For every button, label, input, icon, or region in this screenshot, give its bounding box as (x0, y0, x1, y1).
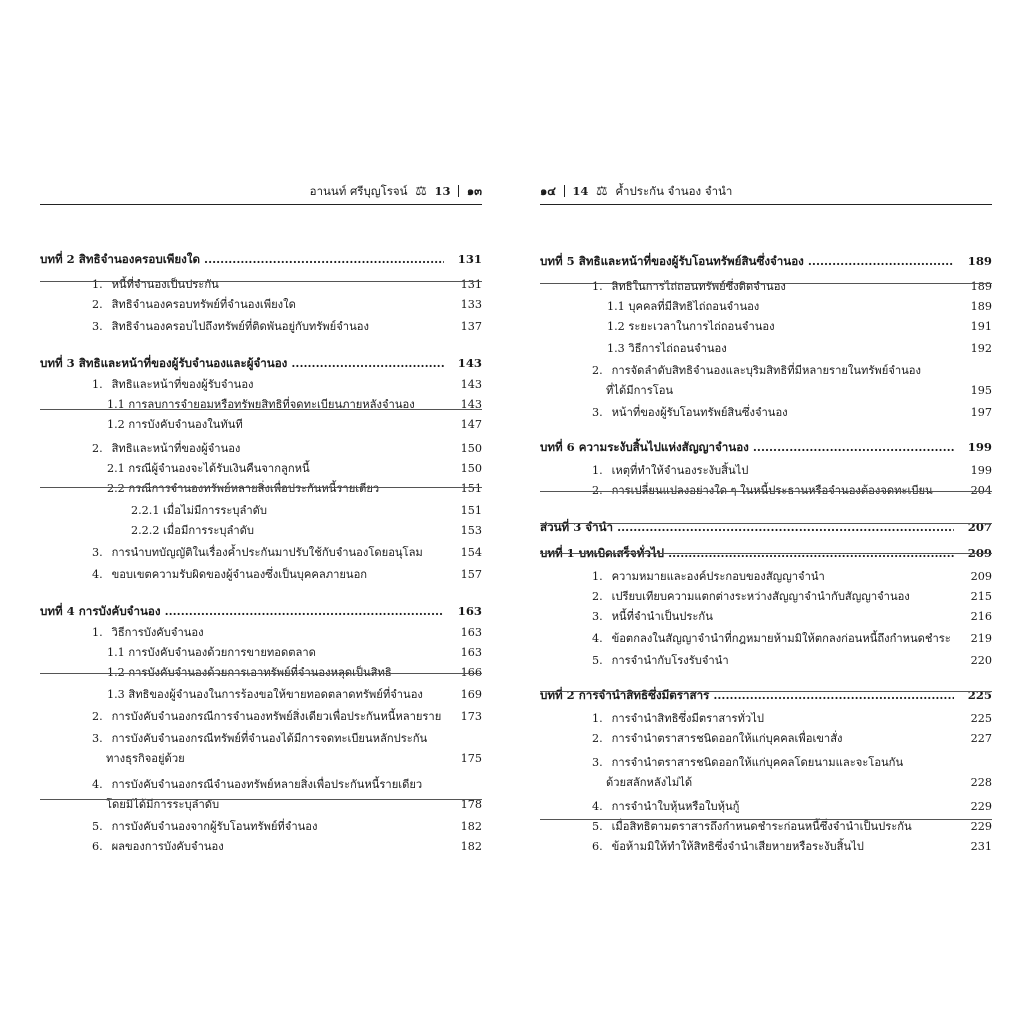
toc-entry-title: ข้อตกลงในสัญญาจำนำที่กฎหมายห้ามมิให้ตกลงก่อนหนี้ถึงกำหนดชำระ (611, 632, 951, 645)
toc-page-number: 182 (460, 840, 482, 853)
toc-entry-title: ขอบเขตความรับผิดของผู้จำนองซึ่งเป็นบุคคลภายนอก (111, 568, 368, 581)
toc-entry-text (592, 361, 921, 381)
toc-entry-title: วิธีการไถ่ถอนจำนอง (628, 342, 727, 355)
toc-entry-title: การจัดลำดับสิทธิจำนองและบุริมสิทธิที่มีหลายรายในทรัพย์จำนอง (611, 364, 921, 377)
page-number-thai: ๑๔ (540, 184, 557, 198)
right-page (540, 182, 992, 853)
toc-page-number: 178 (460, 798, 482, 811)
toc-entry (540, 587, 992, 607)
header-divider (564, 185, 565, 197)
toc-entry-title: บทที่ 6 ความระงับสิ้นไปแห่งสัญญาจำนอง (540, 440, 749, 454)
toc-entry (40, 501, 482, 521)
toc-entry-number: 1. (592, 712, 603, 725)
toc-entry-text (107, 643, 316, 663)
toc-entry-number: 1.2 (107, 666, 125, 679)
toc-entry-number: 3. (592, 610, 603, 623)
toc-entry (40, 837, 482, 857)
toc-page-number: 151 (460, 482, 482, 495)
toc-entry-text (131, 521, 254, 541)
toc-entry-title: การนำบทบัญญัติในเรื่องค้ำประกันมาปรับใช้กับจำนองโดยอนุโลม (111, 546, 423, 559)
toc-entry-title: สิทธิและหน้าที่ของผู้จำนอง (111, 442, 241, 455)
toc-entry-number: 4. (92, 778, 103, 791)
toc-entry (40, 317, 482, 337)
toc-page-number: 143 (460, 378, 482, 391)
toc-entry-number: 2.1 (107, 462, 125, 475)
section-rule (540, 491, 992, 492)
toc-page-number: 153 (460, 524, 482, 537)
toc-entry-text (592, 753, 903, 773)
toc-entry-title: การบังคับจำนองด้วยการขายทอดตลาด (128, 646, 316, 659)
toc-entry-text (607, 339, 727, 359)
toc-entry-text (592, 629, 951, 649)
toc-entry-title: ผลของการบังคับจำนอง (111, 840, 224, 853)
toc-entry (40, 479, 482, 499)
section-rule (540, 283, 992, 284)
toc-entry-title: เมื่อสิทธิตามตราสารถึงกำหนดชำระก่อนหนี้ซึ่งจำนำเป็นประกัน (611, 820, 912, 833)
right-page-header (540, 182, 992, 205)
toc-entry-number: 3. (92, 320, 103, 333)
toc-entry-number: 1.2 (107, 418, 125, 431)
toc-entry (40, 729, 482, 749)
toc-entry-text (107, 395, 415, 415)
toc-entry (540, 607, 992, 627)
toc-entry-text (106, 749, 185, 769)
toc-entry-title: การบังคับจำนองในทันที (128, 418, 243, 431)
toc-entry-text (92, 375, 254, 395)
toc-entry-number: 3. (592, 406, 603, 419)
toc-entry-text (592, 837, 864, 857)
toc-entry-title: สิทธิในการไถ่ถอนทรัพย์ซึ่งติดจำนอง (611, 280, 786, 293)
toc-entry-number: 1. (592, 280, 603, 293)
toc-page-number: 133 (460, 298, 482, 311)
toc-entry (540, 381, 992, 401)
toc-entry-title: ข้อห้ามมิให้ทำให้สิทธิซึ่งจำนำเสียหายหรือระงับสิ้นไป (611, 840, 864, 853)
toc-entry-title: การจำนำตราสารชนิดออกให้แก่บุคคลโดยนามและจะโอนกัน (611, 756, 904, 769)
scales-of-justice-icon: ⚖ (415, 184, 427, 199)
toc-page-number: 173 (460, 710, 482, 723)
toc-entry-text (592, 729, 843, 749)
toc-entry-title: สิทธิจำนองครอบไปถึงทรัพย์ที่ติดพันอยู่กับทรัพย์จำนอง (111, 320, 369, 333)
toc-entry-number: 2.2.1 (131, 504, 160, 517)
toc-entry-text (540, 517, 954, 537)
toc-entry (40, 817, 482, 837)
toc-entry-number: 2.2.2 (131, 524, 160, 537)
toc-entry (40, 415, 482, 435)
toc-chapter-heading (40, 353, 482, 373)
toc-entry-title: เหตุที่ทำให้จำนองระงับสิ้นไป (611, 464, 749, 477)
toc-entry-text (592, 817, 912, 837)
toc-entry-text (92, 729, 427, 749)
toc-entry-number: 1. (92, 278, 103, 291)
toc-entry-number: 4. (592, 632, 603, 645)
toc-entry (40, 275, 482, 295)
toc-entry (540, 403, 992, 423)
toc-chapter-heading (540, 517, 992, 537)
toc-page-number: 189 (970, 300, 992, 313)
toc-page-number: 227 (970, 732, 992, 745)
toc-entry-text (92, 707, 441, 727)
section-rule (540, 523, 992, 524)
left-page-header (40, 182, 482, 205)
toc-entry-number: 2.2 (107, 482, 125, 495)
toc-chapter-heading (40, 601, 482, 621)
toc-page-number: 163 (460, 626, 482, 639)
toc-entry-text (92, 837, 224, 857)
toc-entry-number: 6. (592, 840, 603, 853)
toc-entry-number: 4. (92, 568, 103, 581)
toc-entry-title: โดยมิได้มีการระบุลำดับ (106, 798, 220, 811)
toc-page-number: 150 (460, 442, 482, 455)
section-rule (40, 487, 482, 488)
toc-entry-number: 1. (92, 378, 103, 391)
toc-entry-text (107, 415, 243, 435)
toc-entry-number: 1.3 (607, 342, 625, 355)
toc-page-number: 163 (460, 646, 482, 659)
toc-entry-number: 2. (592, 590, 603, 603)
toc-page-number: 143 (460, 398, 482, 411)
toc-entry-number: 3. (92, 732, 103, 745)
toc-page-number: 157 (460, 568, 482, 581)
toc-entry-title: การลบการจำยอมหรือทรัพยสิทธิที่จดทะเบียนภายหลังจำนอง (128, 398, 415, 411)
toc-entry-text (592, 587, 910, 607)
toc-entry-title: หนี้ที่จำนำเป็นประกัน (611, 610, 713, 623)
toc-entry-number: 2. (92, 298, 103, 311)
page-number-arabic: 14 (572, 184, 589, 198)
toc-entry-text (40, 249, 444, 269)
toc-page-number: 169 (460, 688, 482, 701)
toc-entry-title: การจำนำกับโรงรับจำนำ (611, 654, 729, 667)
toc-page-number: 150 (460, 462, 482, 475)
section-rule (540, 691, 992, 692)
toc-entry (40, 775, 482, 795)
section-rule (40, 799, 482, 800)
toc-entry-number: 5. (592, 820, 603, 833)
toc-entry (40, 375, 482, 395)
toc-entry-number: 2. (592, 732, 603, 745)
toc-page-number: 192 (970, 342, 992, 355)
toc-chapter-heading (40, 249, 482, 269)
toc-entry-title: เมื่อมีการระบุลำดับ (163, 524, 255, 537)
toc-entry-text (107, 685, 423, 705)
toc-page-number: 147 (460, 418, 482, 431)
toc-entry-title: สิทธิและหน้าที่ของผู้รับจำนอง (111, 378, 254, 391)
toc-entry-text (592, 461, 748, 481)
toc-entry (40, 295, 482, 315)
toc-entry-title: หน้าที่ของผู้รับโอนทรัพย์สินซึ่งจำนอง (611, 406, 788, 419)
toc-entry-text (92, 295, 296, 315)
toc-entry-text (92, 817, 317, 837)
toc-entry-number: 1. (92, 626, 103, 639)
section-rule (40, 281, 482, 282)
toc-entry-text (592, 567, 825, 587)
toc-entry-title: ที่ได้มีการโอน (606, 384, 674, 397)
toc-entry-title: ส่วนที่ 3 จำนำ (540, 520, 614, 534)
toc-entry-title: การจำนำสิทธิซึ่งมีตราสารทั่วไป (611, 712, 764, 725)
toc-entry-text (540, 437, 954, 457)
toc-entry-number: 2. (92, 710, 103, 723)
toc-entry (40, 565, 482, 585)
toc-entry (540, 461, 992, 481)
toc-entry-text (92, 543, 423, 563)
toc-entry (540, 729, 992, 749)
toc-entry (40, 459, 482, 479)
toc-entry (540, 837, 992, 857)
toc-entry (40, 643, 482, 663)
toc-chapter-heading (540, 437, 992, 457)
toc-entry (540, 651, 992, 671)
toc-page-number: 151 (460, 504, 482, 517)
toc-page-number: 199 (967, 440, 992, 454)
toc-entry (40, 749, 482, 769)
toc-page-number: 166 (460, 666, 482, 679)
toc-entry-text (607, 297, 759, 317)
toc-entry-text (131, 501, 267, 521)
toc-entry-number: 5. (92, 820, 103, 833)
toc-entry-text (40, 353, 444, 373)
toc-entry (40, 543, 482, 563)
toc-entry-number: 2. (592, 484, 603, 497)
toc-entry (40, 707, 482, 727)
toc-page-number: 163 (457, 604, 482, 618)
toc-entry-text (592, 277, 786, 297)
toc-entry-text (592, 403, 788, 423)
author-name: อานนท์ ศรีบุญโรจน์ (309, 184, 408, 198)
toc-entry-text (540, 251, 954, 271)
toc-page-number: 191 (970, 320, 992, 333)
toc-entry-text (606, 381, 673, 401)
toc-page-number: 209 (967, 546, 992, 560)
toc-entry-number: 1.1 (607, 300, 625, 313)
toc-page-number: 143 (457, 356, 482, 370)
page-number-thai: ๑๓ (466, 184, 482, 198)
toc-page-number: 207 (967, 520, 992, 534)
toc-entry-title: บทที่ 3 สิทธิและหน้าที่ของผู้รับจำนองและผู้จำนอง (40, 356, 288, 370)
toc-page-number: 131 (460, 278, 482, 291)
toc-page-number: 209 (970, 570, 992, 583)
toc-page-number: 154 (460, 546, 482, 559)
toc-entry (540, 629, 992, 649)
toc-entry-number: 1. (592, 570, 603, 583)
toc-entry-title: ระยะเวลาในการไถ่ถอนจำนอง (628, 320, 775, 333)
toc-entry-number: 1.3 (107, 688, 125, 701)
toc-entry-text (592, 797, 739, 817)
toc-entry-title: การจำนำใบหุ้นหรือใบหุ้นกู้ (611, 800, 740, 813)
toc-entry (40, 439, 482, 459)
toc-page-number: 137 (460, 320, 482, 333)
toc-entry (40, 623, 482, 643)
toc-entry-title: ความหมายและองค์ประกอบของสัญญาจำนำ (611, 570, 825, 583)
toc-entry-title: กรณีผู้จำนองจะได้รับเงินคืนจากลูกหนี้ (128, 462, 310, 475)
toc-chapter-heading (540, 251, 992, 271)
left-page (40, 182, 482, 853)
toc-entry-title: ด้วยสลักหลังไม่ได้ (606, 776, 693, 789)
toc-entry-title: การจำนำตราสารชนิดออกให้แก่บุคคลเพื่อเขาสั่ง (611, 732, 843, 745)
toc-entry-title: บทที่ 4 การบังคับจำนอง (40, 604, 161, 618)
toc-entry-number: 1.1 (107, 646, 125, 659)
toc-entry-text (107, 459, 310, 479)
toc-entry-text (92, 317, 369, 337)
toc-page-number: 195 (970, 384, 992, 397)
toc-page-number: 199 (970, 464, 992, 477)
toc-entry (540, 339, 992, 359)
toc-entry (540, 317, 992, 337)
toc-entry-title: เมื่อไม่มีการระบุลำดับ (163, 504, 268, 517)
toc-entry-title: สิทธิของผู้จำนองในการร้องขอให้ขายทอดตลาดทรัพย์ที่จำนอง (128, 688, 423, 701)
toc-page-number: 189 (970, 280, 992, 293)
toc-entry-title: บทที่ 5 สิทธิและหน้าที่ของผู้รับโอนทรัพย์สินซึ่งจำนอง (540, 254, 804, 268)
toc-entry-title: ทางธุรกิจอยู่ด้วย (106, 752, 185, 765)
toc-page-number: 131 (457, 252, 482, 266)
toc-entry-title: บทที่ 1 บทเบิดเสร็จทั่วไป (540, 546, 665, 560)
toc-entry-text (40, 601, 444, 621)
header-divider (458, 185, 459, 197)
toc-entry (540, 297, 992, 317)
toc-page-number: 215 (970, 590, 992, 603)
toc-entry-title: การเปลี่ยนแปลงอย่างใด ๆ ในหนี้ประธานหรือจำนองต้องจดทะเบียน (611, 484, 933, 497)
toc-entry (40, 685, 482, 705)
toc-entry-text (92, 439, 240, 459)
toc-entry-number: 3. (92, 546, 103, 559)
toc-entry-number: 5. (592, 654, 603, 667)
toc-page-number: 231 (970, 840, 992, 853)
toc-entry-title: เปรียบเทียบความแตกต่างระหว่างสัญญาจำนำกับสัญญาจำนอง (611, 590, 910, 603)
toc-entry-text (592, 709, 764, 729)
toc-page-number: 228 (970, 776, 992, 789)
toc-entry-text (92, 623, 204, 643)
toc-entry-title: การบังคับจำนองด้วยการเอาทรัพย์ที่จำนองหลุดเป็นสิทธิ (128, 666, 392, 679)
toc-entry (540, 753, 992, 773)
toc-chapter-heading (540, 685, 992, 705)
section-rule (40, 409, 482, 410)
toc-entry (40, 521, 482, 541)
scales-of-justice-icon: ⚖ (596, 184, 608, 199)
toc-entry-title: การบังคับจำนองกรณีการจำนองทรัพย์สิ่งเดียวเพื่อประกันหนี้หลายราย (111, 710, 442, 723)
toc-entry-text (540, 685, 954, 705)
toc-entry-title: กรณีการจำนองทรัพย์หลายสิ่งเพื่อประกันหนี้รายเดียว (128, 482, 380, 495)
toc-entry-number: 2. (92, 442, 103, 455)
toc-entry (540, 277, 992, 297)
toc-entry-title: หนี้ที่จำนองเป็นประกัน (111, 278, 219, 291)
toc-entry-number: 1. (592, 464, 603, 477)
toc-page-number: 189 (967, 254, 992, 268)
toc-entry-title: วิธีการบังคับจำนอง (111, 626, 204, 639)
toc-entry-text (592, 607, 713, 627)
toc-entry-text (92, 775, 422, 795)
toc-page-number: 229 (970, 800, 992, 813)
book-title: ค้ำประกัน จำนอง จำนำ (615, 184, 733, 198)
toc-entry-number: 4. (592, 800, 603, 813)
toc-page-number: 197 (970, 406, 992, 419)
toc-entry-text (92, 565, 367, 585)
toc-entry (540, 709, 992, 729)
toc-entry-text (92, 275, 219, 295)
toc-entry-title: การบังคับจำนองจากผู้รับโอนทรัพย์ที่จำนอง (111, 820, 318, 833)
toc-entry-text (106, 795, 219, 815)
page-number-arabic: 13 (434, 184, 451, 198)
toc-entry-title: บทที่ 2 การจำนำสิทธิซึ่งมีตราสาร (540, 688, 710, 702)
toc-entry-text (606, 773, 692, 793)
toc-entry (540, 361, 992, 381)
toc-entry-title: บุคคลที่มีสิทธิไถ่ถอนจำนอง (628, 300, 760, 313)
toc-entry (40, 395, 482, 415)
toc-entry-title: สิทธิจำนองครอบทรัพย์ที่จำนองเพียงใด (111, 298, 296, 311)
toc-page-number: 175 (460, 752, 482, 765)
toc-page-number: 220 (970, 654, 992, 667)
toc-entry (540, 773, 992, 793)
section-rule (540, 819, 992, 820)
toc-entry-number: 6. (92, 840, 103, 853)
toc-entry-text (592, 651, 729, 671)
toc-page-number: 229 (970, 820, 992, 833)
toc-entry-title: การบังคับจำนองกรณีทรัพย์ที่จำนองได้มีการจดทะเบียนหลักประกัน (111, 732, 428, 745)
toc-entry-number: 2. (592, 364, 603, 377)
toc-entry-number: 1.1 (107, 398, 125, 411)
toc-page-number: 225 (967, 688, 992, 702)
toc-entry (540, 797, 992, 817)
toc-entry-text (607, 317, 775, 337)
toc-entry-title: บทที่ 2 สิทธิจำนองครอบเพียงใด (40, 252, 200, 266)
toc-page-number: 216 (970, 610, 992, 623)
toc-entry-title: การบังคับจำนองกรณีจำนองทรัพย์หลายสิ่งเพื่อประกันหนี้รายเดียว (111, 778, 423, 791)
toc-entry (40, 795, 482, 815)
section-rule (40, 673, 482, 674)
toc-entry (540, 567, 992, 587)
section-rule (540, 553, 992, 554)
toc-page-number: 204 (970, 484, 992, 497)
toc-entry-number: 1.2 (607, 320, 625, 333)
toc-page-number: 219 (970, 632, 992, 645)
toc-entry-text (107, 479, 379, 499)
toc-entry (540, 817, 992, 837)
toc-page-number: 225 (970, 712, 992, 725)
toc-entry-number: 3. (592, 756, 603, 769)
toc-page-number: 182 (460, 820, 482, 833)
